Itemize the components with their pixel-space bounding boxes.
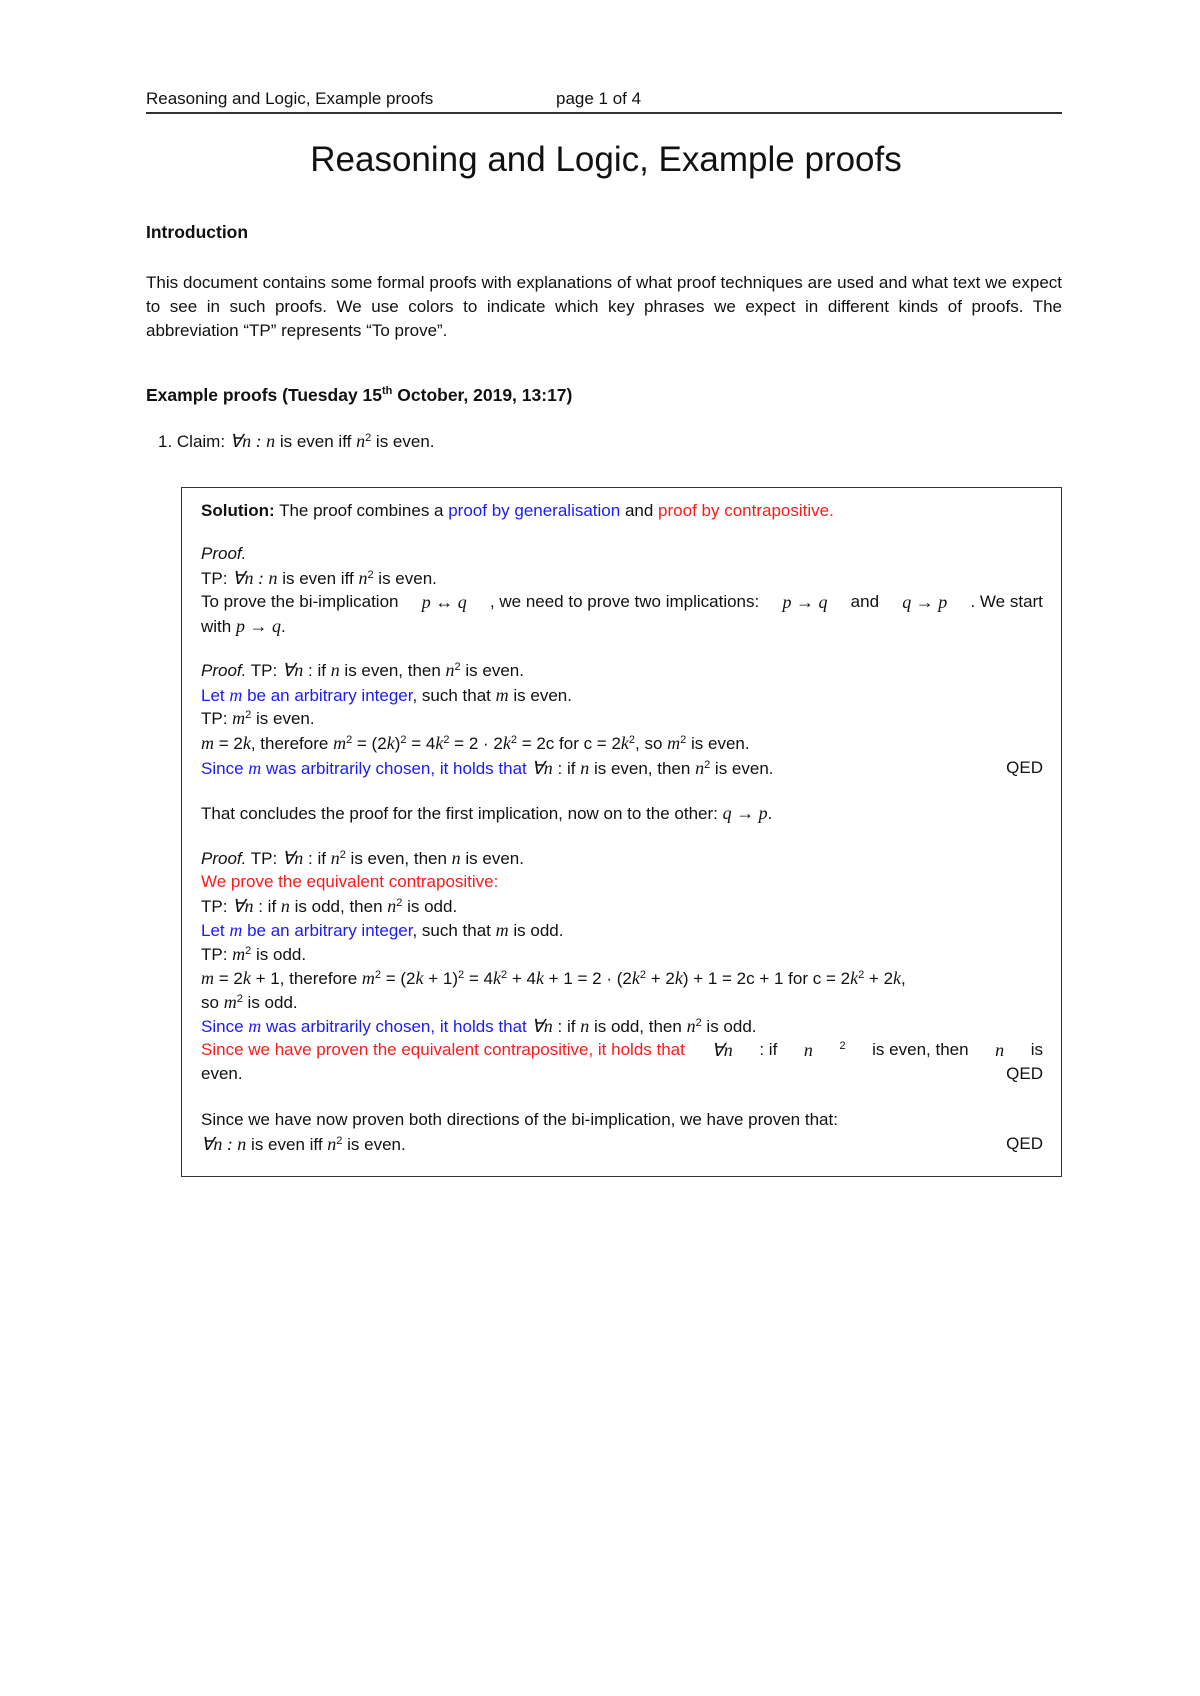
proof-line xyxy=(201,758,1043,779)
proof-line xyxy=(201,616,1043,637)
text-segment: is even, then xyxy=(345,849,452,868)
math-text: m xyxy=(248,1016,262,1036)
superscript: 2 xyxy=(628,734,636,746)
text-segment: + 1, therefore xyxy=(250,969,362,988)
superscript: 2 xyxy=(245,945,252,957)
text-segment: That concludes the proof for the first implication, now on to the other: xyxy=(201,804,723,823)
math-text: k xyxy=(535,968,544,988)
header-rule xyxy=(146,112,1062,114)
proof-line xyxy=(201,1040,1043,1061)
document-title: Reasoning and Logic, Example proofs xyxy=(310,140,902,179)
proof-line xyxy=(201,1064,1043,1084)
math-text: n xyxy=(356,431,366,451)
math-text: k xyxy=(415,968,424,988)
math-text: k xyxy=(386,733,395,753)
text-segment: be an arbitrary integer xyxy=(242,686,413,705)
math-text: n xyxy=(580,758,590,778)
math-text: m xyxy=(333,733,347,753)
math-text: n xyxy=(280,896,290,916)
proof-line xyxy=(201,848,1043,869)
math-text: ∀n xyxy=(531,1016,553,1036)
math-text: n xyxy=(451,848,461,868)
superscript: 2 xyxy=(704,759,711,771)
introduction-heading: Introduction xyxy=(146,222,249,242)
text-segment: , such that xyxy=(412,686,496,705)
text-segment: . xyxy=(280,617,286,636)
proof-line xyxy=(201,592,1043,613)
text-segment: = 2 · 2 xyxy=(449,734,503,753)
text-segment: is even. xyxy=(508,686,572,705)
proof-line xyxy=(201,1016,1043,1037)
proof-line xyxy=(201,685,1043,706)
text-segment: We prove the equivalent contrapositive: xyxy=(201,872,499,891)
proof-line xyxy=(201,920,1043,941)
math-text: ∀n : n xyxy=(201,1134,247,1154)
qed-marker: QED xyxy=(1006,758,1043,777)
text-segment: = 2c for c = 2 xyxy=(516,734,621,753)
text-segment: is odd. xyxy=(242,993,298,1012)
text-segment: proof by contrapositive. xyxy=(658,501,834,520)
superscript: 2 xyxy=(336,1135,343,1147)
superscript: 2 xyxy=(365,432,372,444)
text-segment: To prove the bi-implication xyxy=(201,592,399,611)
text-segment: TP: xyxy=(201,897,233,916)
text-segment: is odd. xyxy=(701,1017,757,1036)
text-segment: is xyxy=(1030,1040,1043,1059)
math-text: n xyxy=(686,1016,696,1036)
text-segment: = (2 xyxy=(381,969,416,988)
text-segment: is odd, then xyxy=(589,1017,687,1036)
text-segment: is even. xyxy=(342,1135,406,1154)
text-segment: TP: xyxy=(201,709,233,728)
math-text: n xyxy=(695,758,705,778)
claim-item xyxy=(158,431,435,452)
proof-line xyxy=(201,968,1043,989)
text-segment: : if xyxy=(552,759,581,778)
page-number: page 1 of 4 xyxy=(556,89,642,108)
math-text: n xyxy=(445,660,455,680)
superscript: 2 xyxy=(443,734,450,746)
text-segment: . We start xyxy=(970,592,1043,611)
qed-marker: QED xyxy=(1006,1134,1043,1153)
text-segment: is odd. xyxy=(251,945,307,964)
superscript: 2 xyxy=(245,709,252,721)
text-segment: is even. xyxy=(686,734,750,753)
math-text: n xyxy=(330,848,340,868)
math-text: k xyxy=(435,733,444,753)
proof-line xyxy=(201,992,1043,1013)
text-segment: = (2 xyxy=(352,734,387,753)
text-segment: is even iff xyxy=(277,569,359,588)
proof-line xyxy=(201,660,1043,681)
example-proofs-heading xyxy=(146,385,572,406)
text-segment: is even. xyxy=(251,709,315,728)
math-text: n xyxy=(330,660,340,680)
text-segment: was arbitrarily chosen, it holds that xyxy=(261,759,532,778)
text-segment: is even, then xyxy=(589,759,696,778)
math-text: q → p xyxy=(722,803,768,823)
text-segment: = 4 xyxy=(406,734,436,753)
text-segment: is even. xyxy=(460,661,524,680)
text-segment: Proof. xyxy=(201,544,247,563)
superscript: 2 xyxy=(396,897,403,909)
text-segment: + 4 xyxy=(507,969,536,988)
math-text: m xyxy=(667,733,681,753)
math-text: k xyxy=(674,968,683,988)
proof-line xyxy=(201,544,1043,564)
text-segment: + 1) xyxy=(423,969,459,988)
math-text: ∀n xyxy=(281,660,304,680)
math-text: p → q xyxy=(782,592,828,612)
math-text: m xyxy=(229,920,243,940)
text-segment: and xyxy=(850,592,880,611)
proof-line xyxy=(201,501,1043,521)
math-text: m xyxy=(232,944,246,964)
math-text: ∀n xyxy=(531,758,553,778)
text-segment: Since we have now proven both directions of the bi-implication, we have proven that: xyxy=(201,1110,838,1129)
superscript: 2 xyxy=(695,1017,702,1029)
math-text: k xyxy=(242,733,251,753)
proof-line xyxy=(201,568,1043,589)
text-segment: : if xyxy=(303,849,331,868)
text-segment: even. xyxy=(201,1064,243,1083)
proof-line xyxy=(201,708,1043,729)
math-text: k xyxy=(850,968,859,988)
text-segment: : if xyxy=(253,897,281,916)
text-segment: Let xyxy=(201,921,230,940)
text-segment: 1. Claim: xyxy=(158,432,230,451)
proof-line xyxy=(201,1134,1043,1155)
text-segment: = 4 xyxy=(464,969,493,988)
superscript: 2 xyxy=(374,969,382,981)
text-segment: be an arbitrary integer xyxy=(242,921,413,940)
text-segment: TP: xyxy=(201,569,233,588)
superscript: 2 xyxy=(346,734,353,746)
heading-text: Example proofs (Tuesday 15 xyxy=(146,385,383,405)
text-segment: , we need to prove two implications: xyxy=(489,592,760,611)
text-segment: , therefore xyxy=(250,734,334,753)
text-segment: is even. xyxy=(460,849,524,868)
text-segment: is even. xyxy=(710,759,774,778)
text-segment: is even, then xyxy=(872,1040,969,1059)
math-text: m xyxy=(229,685,243,705)
text-segment: , so xyxy=(635,734,668,753)
superscript: 2 xyxy=(680,734,687,746)
text-segment: ) xyxy=(394,734,401,753)
text-segment: is odd, then xyxy=(289,897,388,916)
math-text: m xyxy=(361,968,375,988)
math-text: n xyxy=(995,1040,1005,1060)
math-text: m xyxy=(223,992,237,1012)
text-segment: is even. xyxy=(373,569,437,588)
text-segment: The proof combines a xyxy=(274,501,449,520)
math-text: ∀n : n xyxy=(229,431,276,451)
superscript: 2 xyxy=(858,969,865,981)
superscript: 2 xyxy=(339,849,346,861)
text-segment: proof by generalisation xyxy=(448,501,621,520)
text-segment: + 2 xyxy=(645,969,675,988)
text-segment: , xyxy=(901,969,906,988)
text-segment: : if xyxy=(759,1040,778,1059)
math-text: k xyxy=(893,968,902,988)
math-text: ∀n : n xyxy=(232,568,278,588)
superscript: 2 xyxy=(458,969,465,981)
math-text: m xyxy=(248,758,262,778)
superscript: 2 xyxy=(400,734,407,746)
text-segment: Let xyxy=(201,686,230,705)
proof-line xyxy=(201,896,1043,917)
proof-line xyxy=(201,803,1043,824)
text-segment: = 2 xyxy=(214,734,243,753)
proof-line xyxy=(201,1110,1043,1130)
text-segment: ) + 1 = 2c + 1 for c = 2 xyxy=(682,969,851,988)
text-segment: Proof. xyxy=(201,849,247,868)
text-segment: is even iff xyxy=(275,432,357,451)
text-segment: : if xyxy=(552,1017,581,1036)
superscript: 2 xyxy=(367,569,374,581)
qed-marker: QED xyxy=(1006,1064,1043,1083)
math-text: k xyxy=(620,733,629,753)
text-segment: : if xyxy=(303,661,331,680)
text-segment: Since we have proven the equivalent contrapositive, it holds that xyxy=(201,1040,685,1059)
text-segment: , such that xyxy=(412,921,496,940)
math-text: m xyxy=(495,920,509,940)
superscript: 2 xyxy=(236,993,243,1005)
text-segment: TP: xyxy=(246,661,282,680)
text-segment: is even, then xyxy=(339,661,446,680)
text-segment: with xyxy=(201,617,236,636)
proof-line xyxy=(201,733,1043,754)
text-segment: Solution: xyxy=(201,501,275,520)
math-text: ∀n xyxy=(281,848,304,868)
math-text: m xyxy=(495,685,509,705)
text-segment: Proof. xyxy=(201,661,247,680)
text-segment: and xyxy=(620,501,659,520)
math-text: m xyxy=(201,968,214,988)
proof-line xyxy=(201,872,1043,892)
math-text: m xyxy=(201,733,214,753)
text-segment: is odd. xyxy=(508,921,564,940)
heading-superscript: th xyxy=(382,385,393,398)
math-text: k xyxy=(631,968,640,988)
text-segment: Since xyxy=(201,1017,249,1036)
math-text: n xyxy=(580,1016,590,1036)
text-segment: is odd. xyxy=(402,897,458,916)
math-text: p → q xyxy=(235,616,281,636)
text-segment: so xyxy=(201,993,224,1012)
math-text: n xyxy=(358,568,368,588)
math-text: n xyxy=(387,896,397,916)
text-segment: TP: xyxy=(201,945,233,964)
math-text: k xyxy=(492,968,501,988)
text-segment: + 2 xyxy=(864,969,894,988)
heading-text-end: October, 2019, 13:17) xyxy=(392,385,573,405)
math-text: ∀n xyxy=(711,1040,733,1060)
proof-line xyxy=(201,944,1043,965)
text-segment: was arbitrarily chosen, it holds that xyxy=(261,1017,532,1036)
math-text: m xyxy=(232,708,246,728)
superscript: 2 xyxy=(510,734,517,746)
text-segment: is even iff xyxy=(246,1135,328,1154)
text-segment: . xyxy=(767,804,773,823)
text-segment: = 2 xyxy=(214,969,243,988)
superscript: 2 xyxy=(639,969,646,981)
superscript: 2 xyxy=(454,661,461,673)
math-text: p ↔ q xyxy=(421,592,467,612)
math-text: k xyxy=(242,968,251,988)
superscript: 2 xyxy=(500,969,508,981)
text-segment: is even. xyxy=(371,432,435,451)
text-segment: TP: xyxy=(246,849,282,868)
superscript: 2 xyxy=(839,1040,846,1052)
math-text: q → p xyxy=(902,592,948,612)
math-text: n xyxy=(803,1040,813,1060)
math-text: ∀n xyxy=(232,896,254,916)
introduction-paragraph: This document contains some formal proofs with explanations of what proof techniques are used and what text we expect to see in such proofs. We use colors to indicate which key phrases we expect in different kinds of proofs. The abbreviation “TP” represents “To prove”. xyxy=(146,273,1062,340)
text-segment: + 1 = 2 · (2 xyxy=(543,969,632,988)
text-segment: Since xyxy=(201,759,249,778)
math-text: k xyxy=(502,733,511,753)
math-text: n xyxy=(327,1134,337,1154)
running-header-title: Reasoning and Logic, Example proofs xyxy=(146,89,434,108)
